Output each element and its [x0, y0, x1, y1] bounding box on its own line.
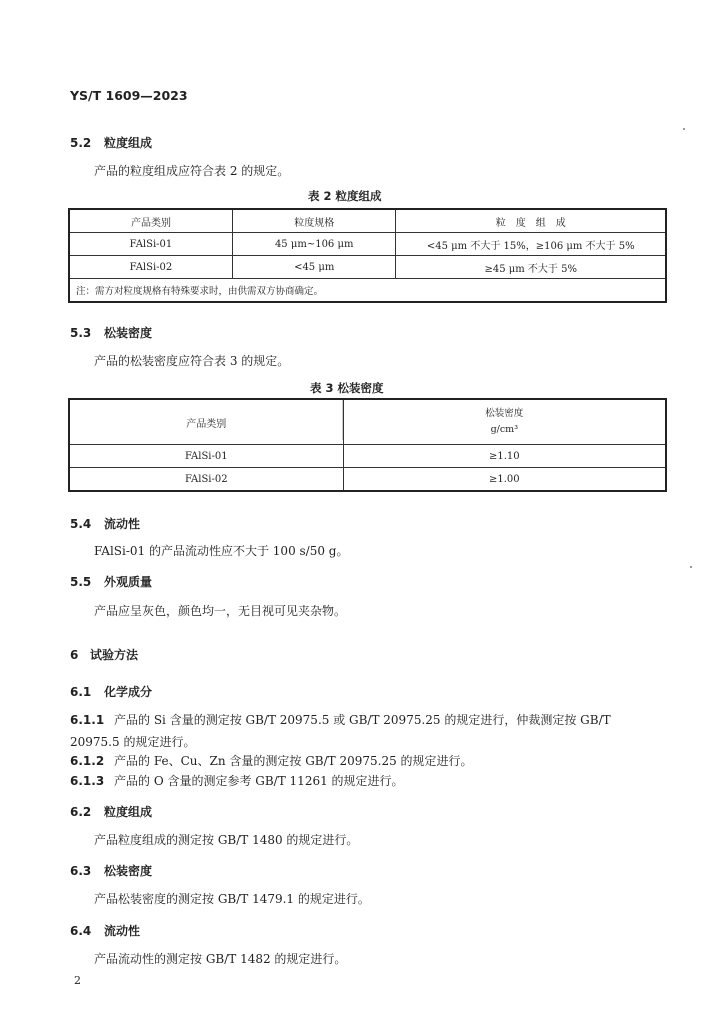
scan-speck: [342, 400, 343, 440]
section-title: 流动性: [104, 517, 141, 531]
section-title: 流动性: [104, 924, 141, 938]
table-3-caption: 表 3 松装密度: [310, 381, 384, 395]
section-title: 松装密度: [104, 326, 153, 340]
section-5-5-heading: [70, 573, 152, 590]
section-number: 6.1: [70, 685, 92, 699]
section-6-3-text: 产品松装密度的测定按 GB/T 1479.1 的规定进行。: [94, 892, 370, 906]
clause-number: 6.1.1: [70, 713, 105, 727]
section-number: 5.5: [70, 575, 92, 589]
table-header-cell: 粒度规格: [232, 209, 396, 233]
clause-6-1-1-continued: 20975.5 的规定进行。: [70, 735, 196, 749]
section-6-heading: [70, 646, 138, 663]
section-number: 6.4: [70, 924, 92, 938]
table-header-cell: 粒 度 组 成: [396, 209, 666, 233]
table-cell: FAlSi-01: [69, 445, 343, 468]
section-5-3-text: 产品的松装密度应符合表 3 的规定。: [94, 354, 290, 368]
table-cell: FAlSi-02: [69, 468, 343, 492]
clause-text: 产品的 Si 含量的测定按 GB/T 20975.5 或 GB/T 20975.25 的规定进行，仲裁测定按 GB/T: [114, 713, 611, 727]
section-6-4-text: 产品流动性的测定按 GB/T 1482 的规定进行。: [94, 952, 347, 966]
table-row: [69, 233, 666, 256]
section-5-4-heading: [70, 515, 140, 532]
section-6-3-heading: [70, 862, 152, 879]
section-title: 松装密度: [104, 864, 153, 878]
table-header-row: [69, 399, 666, 445]
density-label: 松装密度: [485, 408, 524, 419]
table-note-row: [69, 279, 666, 303]
table-row: [69, 468, 666, 492]
section-title: 化学成分: [104, 685, 153, 699]
section-6-2-heading: [70, 803, 152, 820]
table-cell: <45 μm 不大于 15%，≥106 μm 不大于 5%: [396, 233, 666, 256]
section-title: 外观质量: [104, 575, 153, 589]
table-header-cell: [343, 399, 666, 445]
section-6-1-heading: [70, 683, 152, 700]
clause-text: 产品的 Fe、Cu、Zn 含量的测定按 GB/T 20975.25 的规定进行。: [114, 754, 473, 768]
density-unit: g/cm³: [490, 424, 518, 435]
section-5-2-text: 产品的粒度组成应符合表 2 的规定。: [94, 164, 290, 178]
table-header-cell: 产品类别: [69, 209, 232, 233]
table-header-cell: 产品类别: [69, 399, 343, 445]
table-2-caption: 表 2 粒度组成: [308, 189, 382, 203]
section-5-4-text: FAlSi-01 的产品流动性应不大于 100 s/50 g。: [94, 544, 349, 558]
section-title: 试验方法: [90, 648, 139, 662]
table-cell: FAlSi-01: [69, 233, 232, 256]
table-2: [68, 208, 667, 303]
section-5-3-heading: [70, 324, 152, 341]
table-3: [68, 398, 667, 492]
section-title: 粒度组成: [104, 136, 153, 150]
section-number: 6.2: [70, 805, 92, 819]
clause-6-1-1: [70, 711, 611, 728]
table-row: [69, 256, 666, 279]
table-cell: ≥45 μm 不大于 5%: [396, 256, 666, 279]
section-number: 5.2: [70, 136, 92, 150]
section-number: 5.4: [70, 517, 92, 531]
section-number: 6: [70, 648, 79, 662]
table-cell: FAlSi-02: [69, 256, 232, 279]
section-6-4-heading: [70, 922, 140, 939]
clause-6-1-2: [70, 752, 473, 769]
section-number: 5.3: [70, 326, 92, 340]
table-cell: ≥1.00: [343, 468, 666, 492]
table-cell: ≥1.10: [343, 445, 666, 468]
table-header-row: [69, 209, 666, 233]
page-number: 2: [74, 974, 81, 987]
table-row: [69, 445, 666, 468]
clause-text: 产品的 O 含量的测定参考 GB/T 11261 的规定进行。: [114, 774, 404, 788]
section-5-5-text: 产品应呈灰色，颜色均一，无目视可见夹杂物。: [94, 604, 347, 618]
section-5-2-heading: [70, 134, 152, 151]
table-note: 注：需方对粒度规格有特殊要求时，由供需双方协商确定。: [69, 279, 666, 303]
clause-number: 6.1.2: [70, 754, 105, 768]
section-title: 粒度组成: [104, 805, 153, 819]
section-number: 6.3: [70, 864, 92, 878]
scan-speck: [690, 566, 692, 568]
section-6-2-text: 产品粒度组成的测定按 GB/T 1480 的规定进行。: [94, 833, 359, 847]
table-cell: <45 μm: [232, 256, 396, 279]
clause-6-1-3: [70, 772, 404, 789]
scan-speck: [683, 128, 685, 130]
standard-code: YS/T 1609—2023: [70, 88, 188, 103]
clause-number: 6.1.3: [70, 774, 105, 788]
table-cell: 45 μm~106 μm: [232, 233, 396, 256]
